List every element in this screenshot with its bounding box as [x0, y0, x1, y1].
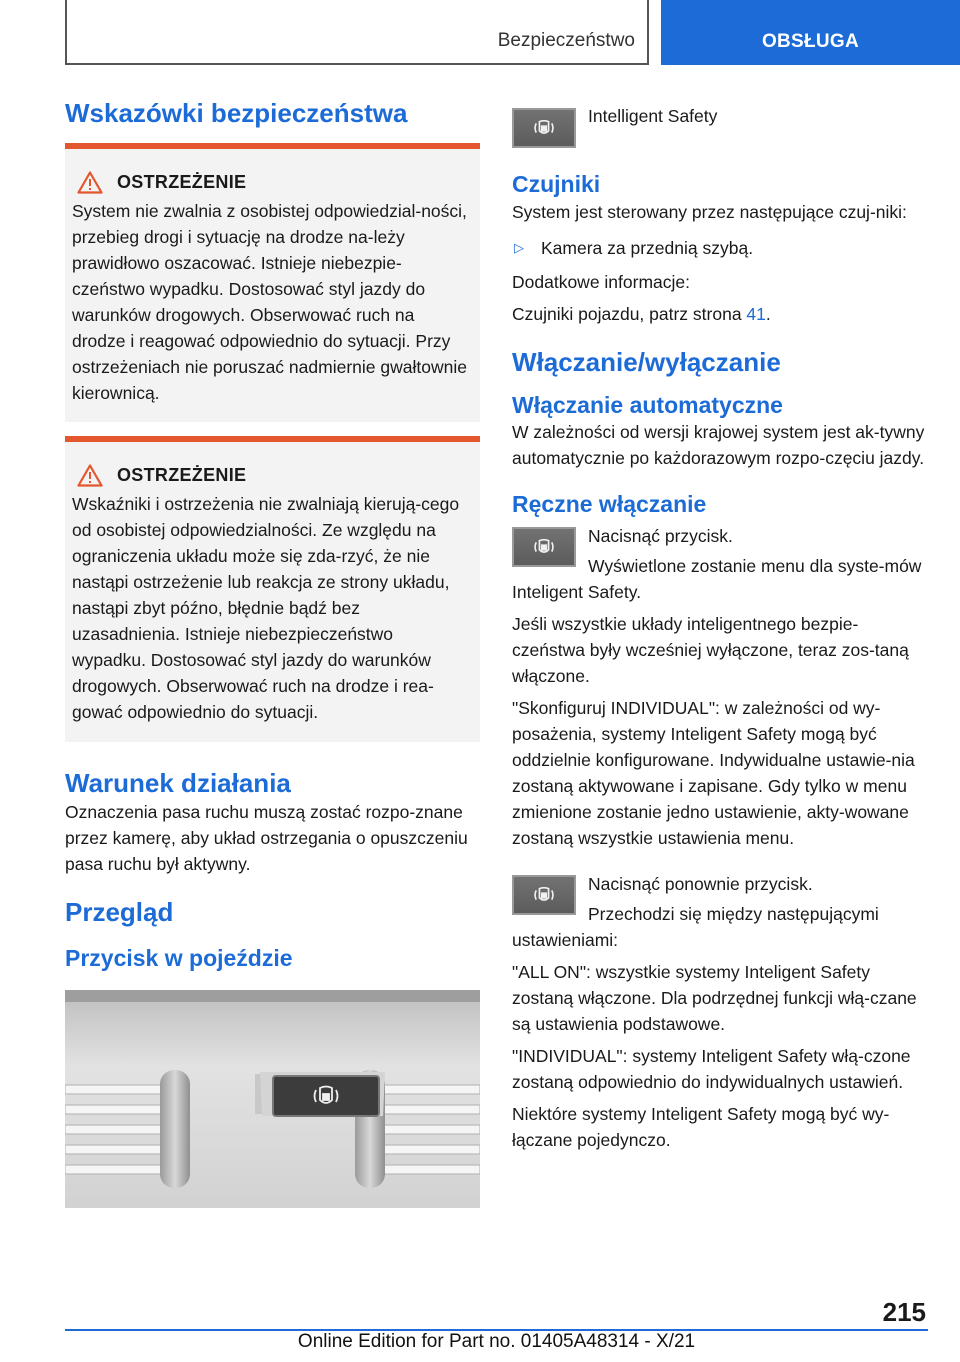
auto-title: Włączanie automatyczne — [512, 391, 783, 418]
intelligent-safety-button-icon — [512, 108, 576, 148]
warning-box-2 — [65, 436, 480, 742]
intelligent-safety-row — [512, 100, 927, 148]
sensors-list-item — [514, 235, 927, 261]
page-link-41[interactable]: 41 — [746, 303, 766, 324]
sensors-title: Czujniki — [512, 171, 601, 197]
again-result: Przechodzi się między następującymi ustawieniami: — [512, 903, 879, 950]
all-on-text: "ALL ON": wszystkie systemy Inteligent Safety zostaną włączone. Dla podrzędnej funkcji włą-czane są ustawienia podstawowe. — [512, 961, 917, 1034]
manual-step: Nacisnąć przycisk. — [588, 525, 733, 546]
section-title: Bezpieczeństwo — [497, 30, 635, 51]
button-label: Intelligent Safety — [588, 106, 718, 126]
overview-title: Przegląd — [65, 897, 174, 928]
single-text: Niektóre systemy Inteligent Safety mogą być wy-łączane pojedynczo. — [512, 1103, 890, 1150]
warning-label: OSTRZEŻENIE — [117, 465, 247, 486]
warning-text: System nie zwalnia z osobistej odpowiedzial-ności, przebieg drogi i sytuację na drodze na-leży prawidłowo oszacować. Istnieje niebezpie-czeństwo wypadku. Dostosować styl jazdy do warunków drogowych. Obserwować ruch na drodze i reagować odpowiednio do sytuacji. Przy ostrzeżeniach nie poruszać nadmiernie gwałtownie kierownicą. — [72, 201, 467, 404]
manual-p1: Jeśli wszystkie układy inteligentnego bezpie-czeństwa były wcześniej wyłączone, teraz zos-taną włączone. — [512, 613, 909, 686]
manual-p2: "Skonfiguruj INDIVIDUAL": w zależności od wy-posażenia, systemy Inteligent Safety mogą być oddzielnie konfigurowane. Indywidualne ustawie-nia zostaną aktywowane i zapisane. Gdy tylko w menu zmienione zostanie jedno ustawienie, akty-wowane zostaną wszystkie ustawienia menu. — [512, 697, 915, 848]
chapter-label: OBSŁUGA — [761, 30, 860, 52]
intelligent-safety-button-icon — [512, 527, 576, 567]
vehicle-button-photo — [65, 990, 480, 1208]
sensors-ref-text: Czujniki pojazdu, patrz strona — [512, 303, 747, 324]
header-frame — [65, 0, 649, 65]
condition-title: Warunek działania — [65, 768, 291, 799]
condition-text: Oznaczenia pasa ruchu muszą zostać rozpo-znane przez kamerę, aby układ ostrzegania o opuszczeniu pasa ruchu był aktywny. — [65, 802, 468, 875]
warning-text: Wskaźniki i ostrzeżenia nie zwalniają kierują-cego od osobistej odpowiedzialności. Ze względu na ograniczenia układu może się zda-rzyć, że nie nastąpi ostrzeżenie lub reakcja ze strony układu, nastąpi zbyt późno, błędnie bądź bez uzasadnienia. Istnieje niebezpieczeństwo wypadku. Dostosować styl jazdy do warunków drogowych. Obserwować ruch na drodze i rea-gować odpowiednio do sytuacji. — [72, 494, 460, 723]
onoff-title: Włączanie/wyłączanie — [512, 346, 781, 377]
page-number: 215 — [882, 1297, 926, 1327]
individual-text: "INDIVIDUAL": systemy Inteligent Safety włą-czone zostaną odpowiednio do indywidualnych ustawień. — [512, 1045, 911, 1092]
warning-icon — [77, 171, 103, 194]
auto-text: W zależności od wersji krajowej system jest ak-tywny automatycznie po każdorazowym rozpo-częciu jazdy. — [512, 422, 925, 469]
sensors-ref-end: . — [765, 303, 771, 324]
more-info: Dodatkowe informacje: — [512, 271, 690, 292]
manual-result: Wyświetlone zostanie menu dla syste-mów Inteligent Safety. — [512, 555, 922, 602]
intelligent-safety-button-icon — [512, 875, 576, 915]
sensors-intro: System jest sterowany przez następujące czuj-niki: — [512, 201, 907, 222]
sensors-item-text: Kamera za przednią szybą. — [541, 237, 754, 258]
warning-label: OSTRZEŻENIE — [117, 172, 247, 193]
edition-text: Online Edition for Part no. 01405A48314 - X/21 — [297, 1331, 696, 1352]
manual-title: Ręczne włączanie — [512, 491, 707, 518]
safety-title: Wskazówki bezpieczeństwa — [65, 98, 408, 128]
warning-icon — [77, 464, 103, 487]
left-column — [65, 98, 480, 1208]
right-column — [512, 100, 927, 1153]
sensors-ref — [512, 301, 927, 327]
again-step: Nacisnąć ponownie przycisk. — [588, 873, 813, 894]
chapter-tab[interactable] — [661, 0, 960, 65]
warning-box-1 — [65, 143, 480, 422]
button-subtitle: Przycisk w pojeździe — [65, 944, 293, 971]
bullet-triangle-icon: ▷ — [514, 239, 524, 255]
